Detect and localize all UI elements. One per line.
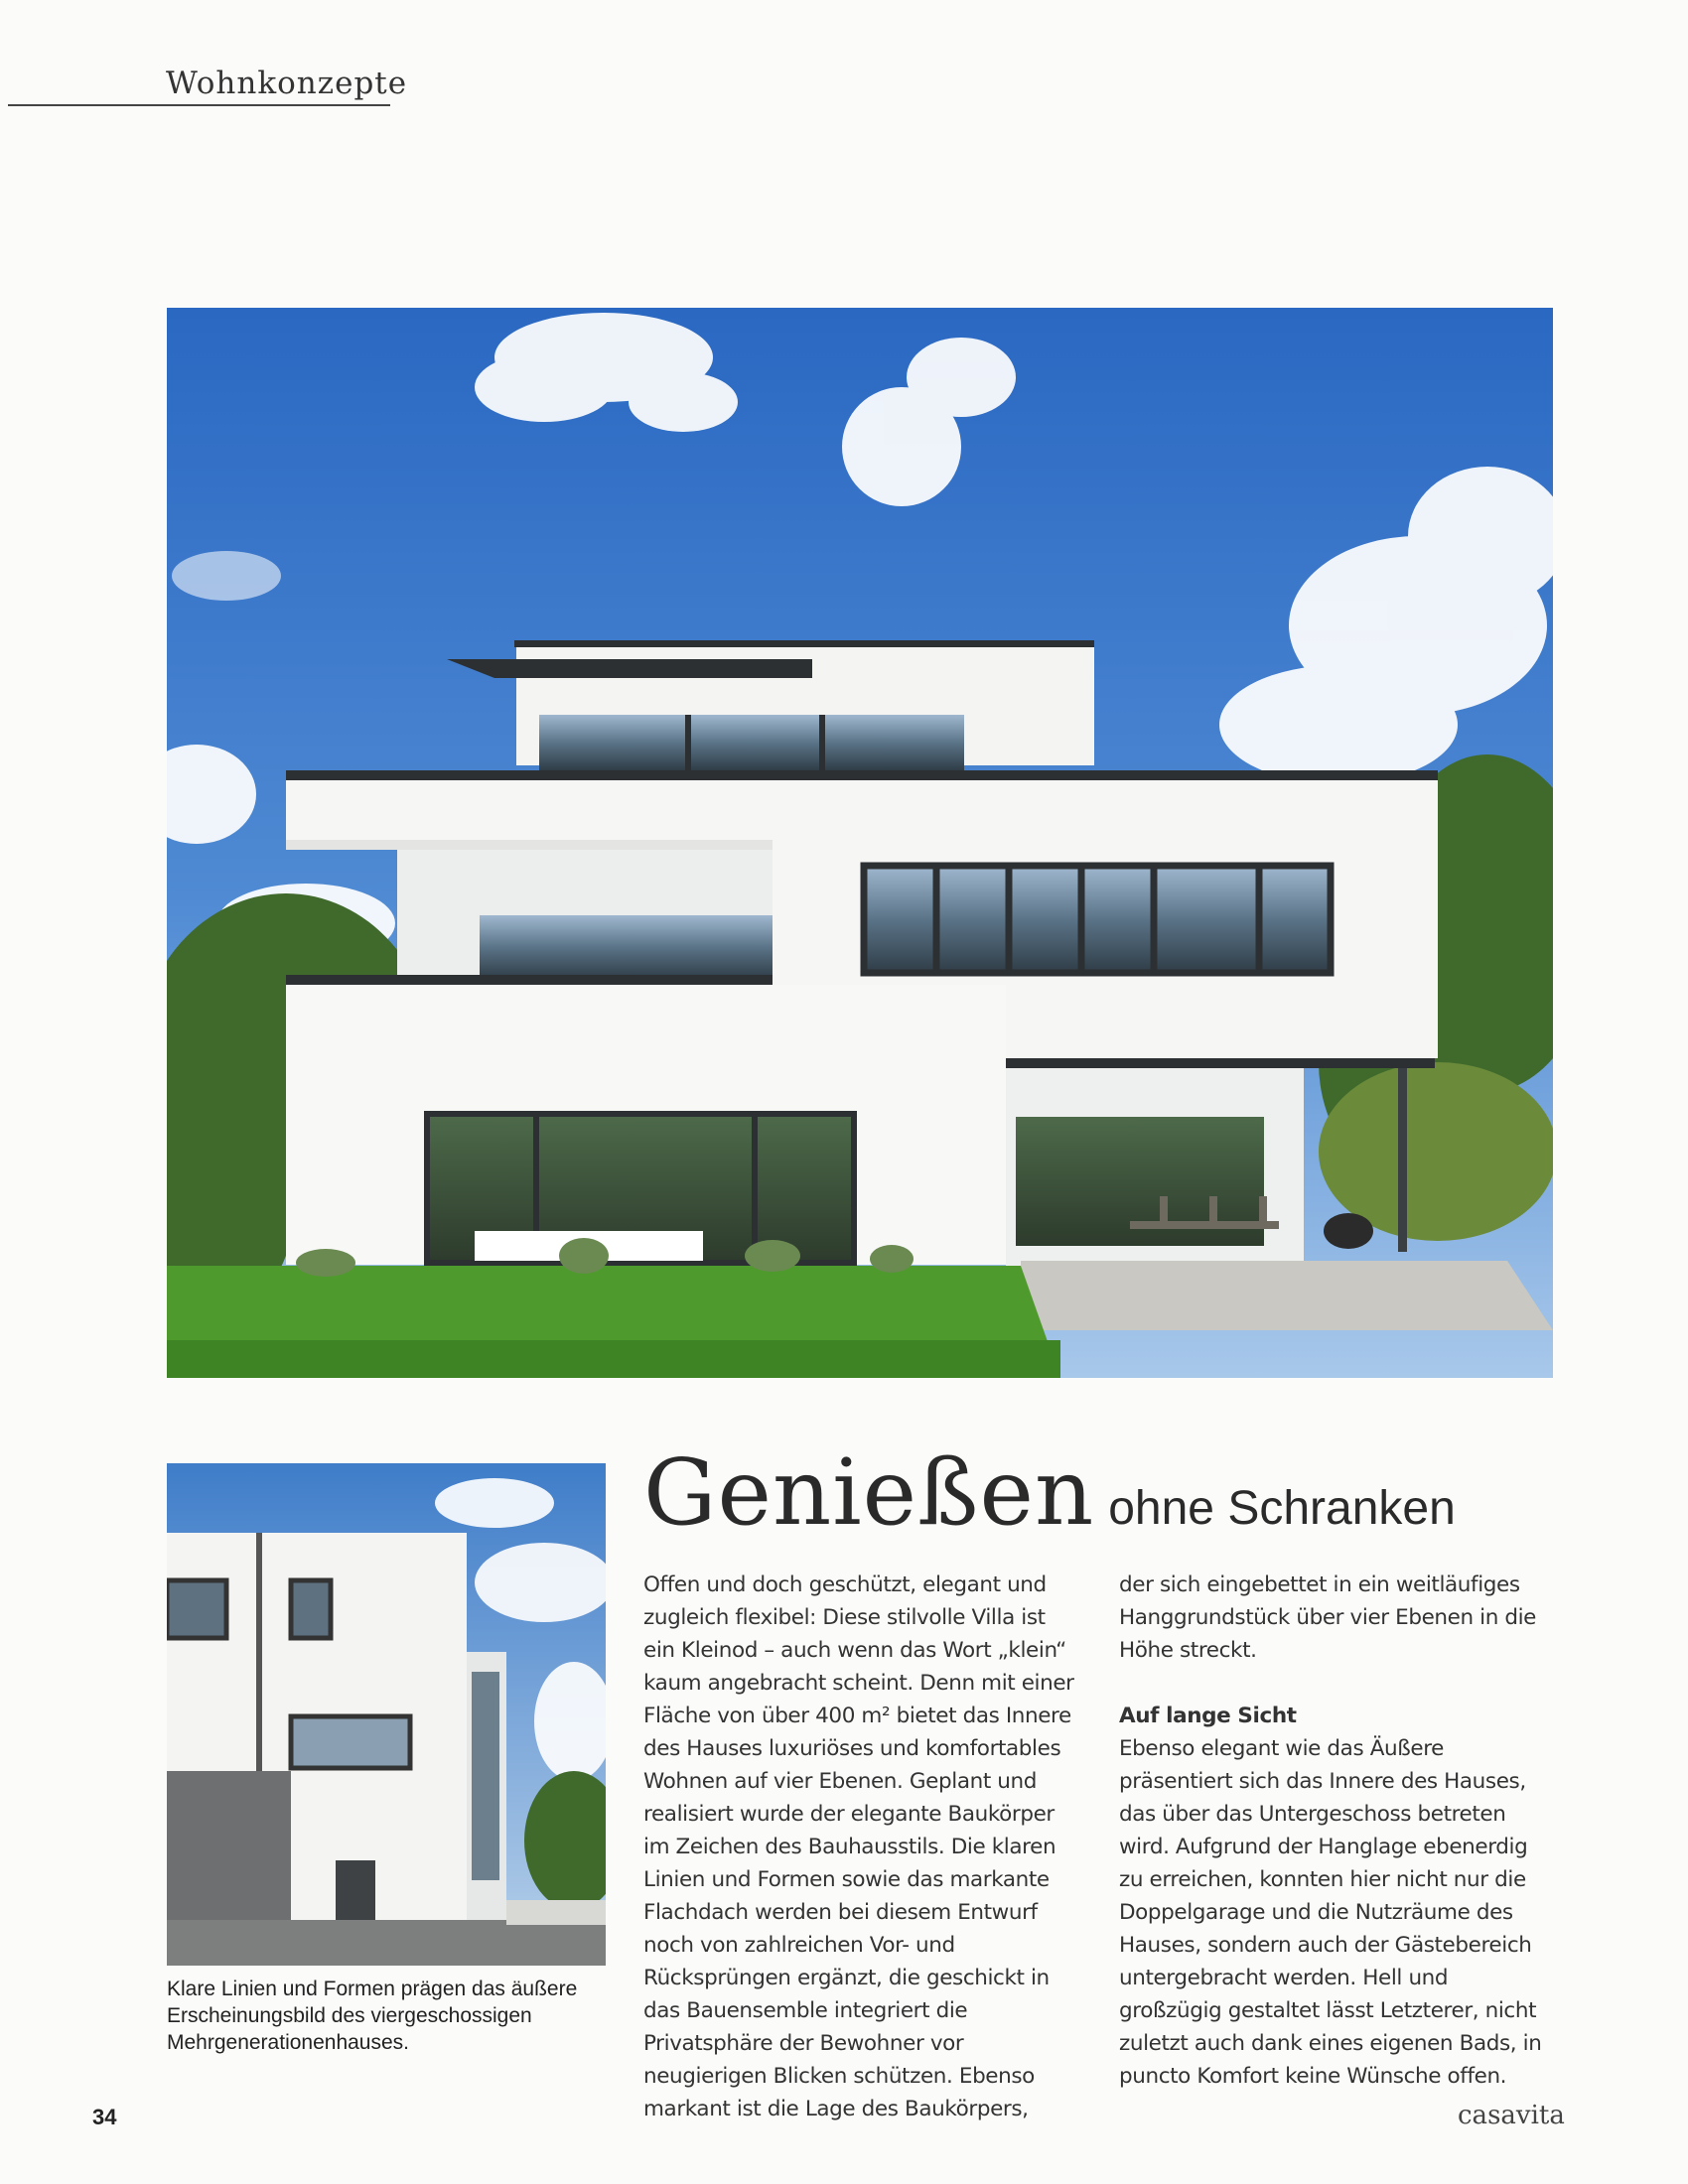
body-column-1 [643, 1569, 1080, 2125]
page-number: 34 [92, 2105, 117, 2129]
article-headline [643, 1439, 1456, 1546]
magazine-brand: casavita [1458, 2101, 1565, 2130]
section-rule [8, 104, 390, 106]
headline-main: Genießen [643, 1439, 1095, 1546]
section-label: Wohnkonzepte [166, 66, 408, 101]
entrance-illustration [167, 1463, 606, 1966]
headline-sub: ohne Schranken [1108, 1482, 1456, 1535]
body-column-2 [1119, 1569, 1556, 2093]
body-paragraph: Ebenso elegant wie das Äußere präsentiert sich das Innere des Hauses, das über das Untergeschoss betreten wird. Aufgrund der Hanglage ebenerdig zu erreichen, konnten hier nicht nur die Doppelgarage und die Nutzräume des Hauses, sondern auch der Gästebereich untergebracht werden. Hell und großzügig gestaltet lässt Letzterer, nicht zuletzt auch dank eines eigenen Bads, in puncto Komfort keine Wünsche offen. [1119, 1736, 1542, 2089]
villa-illustration [167, 308, 1553, 1378]
body-paragraph: der sich eingebettet in ein weitläufiges Hanggrundstück über vier Ebenen in die Höhe streckt. [1119, 1572, 1536, 1663]
body-paragraph: Offen und doch geschützt, elegant und zugleich flexibel: Diese stilvolle Villa ist ein Kleinod – auch wenn das Wort „klein“ kaum angebracht scheint. Denn mit einer Fläche von über 400 m² bietet das Innere des Hauses luxuriöses und komfortables Wohnen auf vier Ebenen. Geplant und realisiert wurde der elegante Baukörper im Zeichen des Bauhausstils. Die klaren Linien und Formen sowie das markante Flachdach werden bei diesem Entwurf noch von zahlreichen Vor- und Rücksprüngen ergänzt, die geschickt in das Bauensemble integriert die Privatsphäre der Bewohner vor neugierigen Blicken schützen. Ebenso markant ist die Lage des Baukörpers, [643, 1572, 1074, 2121]
subheading: Auf lange Sicht [1119, 1704, 1297, 1728]
photo-caption: Klare Linien und Formen prägen das äußere Erscheinungsbild des viergeschossigen Mehrgenerationenhauses. [167, 1978, 578, 2054]
side-photo-entrance [167, 1463, 606, 1966]
hero-photo-villa [167, 308, 1553, 1378]
